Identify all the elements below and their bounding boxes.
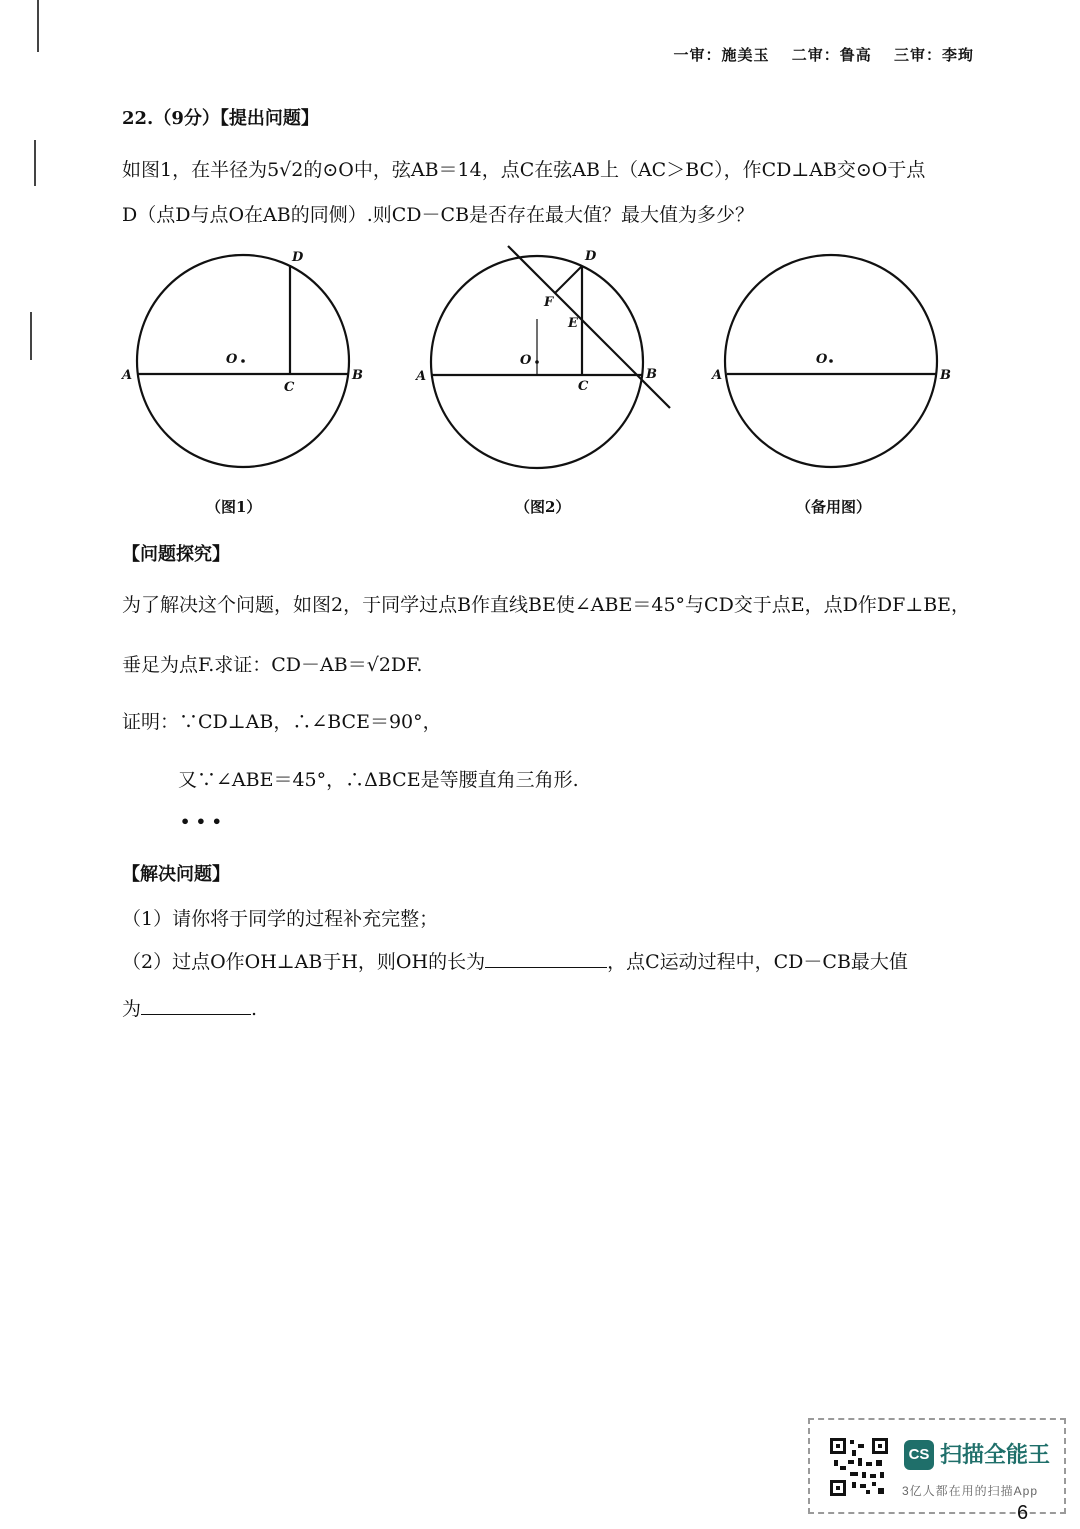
solve-item-2-text-b: ，点C运动过程中，CD－CB最大值 (607, 951, 908, 973)
label-B: B (352, 368, 363, 383)
label-F: F (544, 295, 554, 310)
label-A: A (122, 368, 133, 383)
solve-item-2-text-a: （2）过点O作OH⊥AB于H，则OH的长为 (122, 951, 486, 973)
explore-heading: 【问题探究】 (122, 544, 230, 565)
answer-blank-max[interactable] (141, 996, 251, 1015)
label-O: O (816, 352, 828, 367)
label-A: A (712, 368, 723, 383)
proof-ellipsis: • • • (180, 812, 222, 831)
label-C: C (578, 379, 589, 394)
explore-line-1: 为了解决这个问题，如图2，于同学过点B作直线BE使∠ABE＝45°与CD交于点E，点D作DF⊥BE， (122, 594, 971, 616)
caption-figure-1: （图1） (206, 498, 262, 516)
question-line-2: D（点D与点O在AB的同侧）.则CD－CB是否存在最大值？最大值为多少？ (122, 204, 755, 226)
proof-line-2: 又∵∠ABE＝45°，∴ΔBCE是等腰直角三角形. (178, 769, 579, 791)
caption-figure-backup: （备用图） (796, 498, 872, 516)
label-B: B (646, 367, 657, 382)
figure-1 (118, 245, 368, 475)
solve-item-2 (122, 947, 908, 974)
solve-item-3-text-b: . (251, 998, 258, 1020)
scan-mark (37, 0, 39, 52)
reviewer-line (657, 44, 974, 65)
solve-item-3 (122, 994, 257, 1021)
reviewer-2: 二审：鲁高 (791, 46, 872, 64)
label-A: A (416, 369, 427, 384)
scanner-brand: 扫描全能王 (940, 1442, 1051, 1467)
scan-mark (34, 140, 36, 186)
explore-line-2: 垂足为点F.求证：CD－AB＝√2DF. (122, 654, 423, 676)
label-B: B (940, 368, 951, 383)
scanner-logo-icon: CS (904, 1440, 934, 1470)
reviewer-3: 三审：李珣 (893, 46, 974, 64)
solve-item-3-text-a: 为 (122, 998, 142, 1020)
label-D: D (585, 249, 597, 264)
label-O: O (226, 352, 238, 367)
label-E: E (568, 316, 578, 331)
label-C: C (284, 380, 295, 395)
proof-line-1: 证明：∵CD⊥AB，∴∠BCE＝90°， (122, 711, 442, 733)
figure-2 (410, 242, 680, 477)
scanner-watermark (808, 1418, 1066, 1514)
question-number: 22.（9分）【提出问题】 (122, 108, 319, 129)
scan-mark (30, 312, 32, 360)
solve-item-1: （1）请你将于同学的过程补充完整； (122, 908, 439, 930)
scanner-slogan: 3亿人都在用的扫描App (902, 1484, 1039, 1498)
figure-backup (710, 245, 960, 475)
question-line-1: 如图1，在半径为5√2的⊙O中，弦AB＝14，点C在弦AB上（AC＞BC），作CD⊥AB交⊙O于点 (122, 159, 926, 181)
label-D: D (292, 250, 304, 265)
qr-code-icon (830, 1438, 888, 1496)
page-number: 6 (1017, 1502, 1029, 1524)
reviewer-1: 一审：施美玉 (673, 46, 770, 64)
label-O: O (520, 353, 532, 368)
answer-blank-oh[interactable] (485, 949, 607, 968)
solve-heading: 【解决问题】 (122, 864, 230, 885)
caption-figure-2: （图2） (515, 498, 571, 516)
